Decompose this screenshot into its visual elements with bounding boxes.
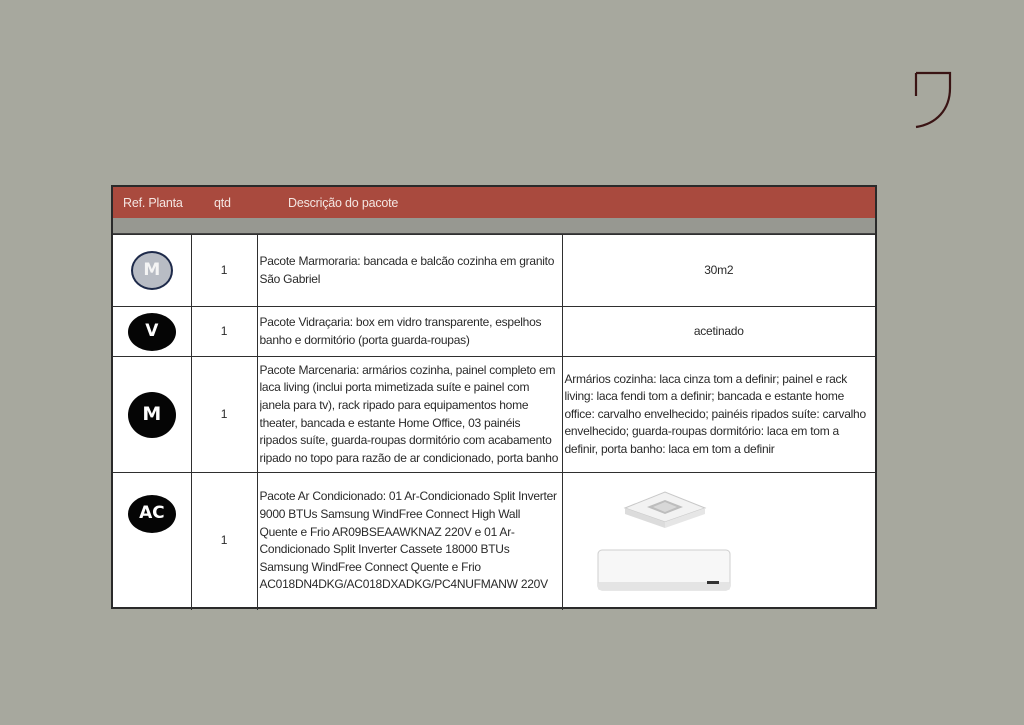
qtd-cell: 1 — [191, 235, 257, 307]
descricao-text: Pacote Marcenaria: armários cozinha, painel completo em laca living (inclui porta mimetizada suíte e painel com janela para tv), rack ripado para equipamentos home theater, bancada e estante Home Office, 03 painéis ripados suíte, guarda-roupas dormitório com acabamento ripado no topo para razão de ar condicionado, porta banho — [259, 362, 559, 465]
acabamento-cell — [562, 473, 875, 610]
wall-split-unit-icon — [598, 550, 730, 590]
table-row — [113, 357, 875, 473]
table-header — [113, 187, 875, 218]
qtd-cell: 1 — [191, 307, 257, 357]
descricao-cell: Pacote Marmoraria: bancada e balcão cozinha em granito São Gabriel — [257, 235, 562, 307]
header-ref-planta: Ref. Planta — [123, 196, 183, 210]
ref-cell — [113, 307, 191, 357]
ref-cell — [113, 357, 191, 473]
qtd-cell: 1 — [191, 473, 257, 610]
package-rows — [113, 234, 875, 610]
air-conditioner-image — [565, 478, 765, 598]
acabamento-cell: 30m2 — [562, 235, 875, 307]
package-table — [111, 185, 877, 609]
ref-cell — [113, 473, 191, 610]
ref-badge-ar-condicionado: AC — [128, 495, 176, 533]
table-row — [113, 235, 875, 307]
ref-cell — [113, 235, 191, 307]
ref-badge-marmoraria: M — [131, 251, 173, 290]
header-divider-band — [113, 218, 875, 234]
header-descricao: Descrição do pacote — [288, 196, 399, 210]
descricao-cell — [257, 357, 562, 473]
descricao-cell: Pacote Ar Condicionado: 01 Ar-Condicionado Split Inverter 9000 BTUs Samsung WindFree Connect High Wall Quente e Frio AR09BSEAAWKNAZ 220V e 01 Ar-Condicionado Split Inverter Cassete 18000 BTUs Samsung WindFree Connect Quente e Frio AC018DN4DKG/AC018DXADKG/PC4NUFMANW 220V — [257, 473, 562, 610]
ref-badge-marcenaria: M — [128, 392, 176, 438]
header-qtd: qtd — [214, 196, 231, 210]
acabamento-cell: acetinado — [562, 307, 875, 357]
brand-logo-icon — [910, 70, 956, 132]
table-row — [113, 473, 875, 610]
descricao-cell: Pacote Vidraçaria: box em vidro transparente, espelhos banho e dormitório (porta guarda-roupas) — [257, 307, 562, 357]
ref-badge-vidracaria: V — [128, 313, 176, 351]
acabamento-cell: Armários cozinha: laca cinza tom a definir; painel e rack living: laca fendi tom a definir; bancada e estante home office: carvalho envelhecido; painéis ripados suíte: carvalho envelhecido; guarda-roupas dormitório: laca em tom a definir, porta banho: laca em tom a definir — [562, 357, 875, 473]
qtd-cell: 1 — [191, 357, 257, 473]
cassette-unit-icon — [625, 492, 705, 528]
table-row — [113, 307, 875, 357]
